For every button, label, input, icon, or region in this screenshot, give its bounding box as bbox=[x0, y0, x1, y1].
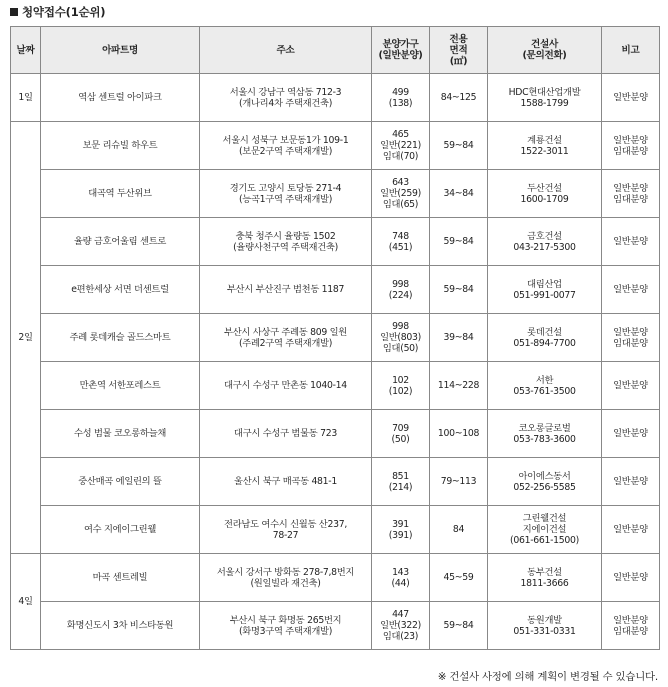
cell-apt: 만촌역 서한포레스트 bbox=[41, 362, 200, 410]
table-row bbox=[11, 74, 660, 122]
table-row bbox=[11, 554, 660, 602]
square-bullet-icon bbox=[10, 8, 18, 16]
cell-apt: 대곡역 두산위브 bbox=[41, 170, 200, 218]
cell-addr: 서울시 강남구 역삼동 712-3 (개나리4차 주택재건축) bbox=[200, 74, 372, 122]
cell-units: 998 일반(803) 임대(50) bbox=[372, 314, 430, 362]
cell-addr: 울산시 북구 매곡동 481-1 bbox=[200, 458, 372, 506]
table-row bbox=[11, 602, 660, 650]
cell-date: 2일 bbox=[11, 122, 41, 554]
table-row bbox=[11, 314, 660, 362]
cell-apt: 여수 지에이그린웰 bbox=[41, 506, 200, 554]
cell-area: 59~84 bbox=[430, 266, 488, 314]
cell-builder: 두산건설 1600-1709 bbox=[488, 170, 602, 218]
header-date: 날짜 bbox=[11, 27, 41, 74]
cell-note: 일반분양 bbox=[602, 410, 660, 458]
cell-note: 일반분양 임대분양 bbox=[602, 602, 660, 650]
table-row bbox=[11, 506, 660, 554]
cell-builder: 동부건설 1811-3666 bbox=[488, 554, 602, 602]
cell-builder: 대림산업 051-991-0077 bbox=[488, 266, 602, 314]
header-addr: 주소 bbox=[200, 27, 372, 74]
cell-builder: 코오롱글로벌 053-783-3600 bbox=[488, 410, 602, 458]
header-note: 비고 bbox=[602, 27, 660, 74]
cell-area: 79~113 bbox=[430, 458, 488, 506]
cell-units: 391 (391) bbox=[372, 506, 430, 554]
header-area: 전용 면적 (㎡) bbox=[430, 27, 488, 74]
cell-area: 39~84 bbox=[430, 314, 488, 362]
cell-apt: 주례 롯데캐슬 골드스마트 bbox=[41, 314, 200, 362]
cell-units: 643 일반(259) 임대(65) bbox=[372, 170, 430, 218]
cell-units: 465 일반(221) 임대(70) bbox=[372, 122, 430, 170]
table-row bbox=[11, 122, 660, 170]
cell-date: 4일 bbox=[11, 554, 41, 650]
cell-apt: e편한세상 서면 더센트럴 bbox=[41, 266, 200, 314]
cell-note: 일반분양 bbox=[602, 554, 660, 602]
cell-units: 709 (50) bbox=[372, 410, 430, 458]
cell-addr: 서울시 강서구 방화동 278-7,8번지 (원일빌라 재건축) bbox=[200, 554, 372, 602]
cell-builder: 아이에스동서 052-256-5585 bbox=[488, 458, 602, 506]
cell-note: 일반분양 임대분양 bbox=[602, 314, 660, 362]
cell-note: 일반분양 bbox=[602, 218, 660, 266]
cell-apt: 보문 리슈빌 하우트 bbox=[41, 122, 200, 170]
cell-addr: 부산시 사상구 주례동 809 일원 (주례2구역 주택재개발) bbox=[200, 314, 372, 362]
cell-apt: 중산매곡 에일린의 뜰 bbox=[41, 458, 200, 506]
cell-builder: 그린웰건설 지에이건설 (061-661-1500) bbox=[488, 506, 602, 554]
table-row bbox=[11, 410, 660, 458]
subscription-table bbox=[10, 26, 660, 650]
cell-area: 84 bbox=[430, 506, 488, 554]
page-title-text: 청약접수(1순위) bbox=[22, 5, 106, 19]
table-header-row bbox=[11, 27, 660, 74]
cell-area: 59~84 bbox=[430, 218, 488, 266]
table-row bbox=[11, 266, 660, 314]
cell-note: 일반분양 bbox=[602, 458, 660, 506]
cell-apt: 수성 범물 코오롱하늘채 bbox=[41, 410, 200, 458]
cell-units: 143 (44) bbox=[372, 554, 430, 602]
cell-note: 일반분양 bbox=[602, 74, 660, 122]
cell-apt: 마곡 센트레빌 bbox=[41, 554, 200, 602]
cell-area: 59~84 bbox=[430, 122, 488, 170]
cell-area: 114~228 bbox=[430, 362, 488, 410]
cell-builder: 계룡건설 1522-3011 bbox=[488, 122, 602, 170]
cell-area: 45~59 bbox=[430, 554, 488, 602]
cell-addr: 대구시 수성구 범물동 723 bbox=[200, 410, 372, 458]
page-title bbox=[10, 4, 105, 20]
cell-note: 일반분양 bbox=[602, 266, 660, 314]
cell-units: 499 (138) bbox=[372, 74, 430, 122]
cell-note: 일반분양 임대분양 bbox=[602, 122, 660, 170]
cell-apt: 역삼 센트럴 아이파크 bbox=[41, 74, 200, 122]
cell-note: 일반분양 임대분양 bbox=[602, 170, 660, 218]
table-row bbox=[11, 170, 660, 218]
cell-addr: 충북 청주시 율량동 1502 (율량사천구역 주택재건축) bbox=[200, 218, 372, 266]
cell-units: 447 일반(322) 임대(23) bbox=[372, 602, 430, 650]
cell-units: 748 (451) bbox=[372, 218, 430, 266]
cell-builder: 동원개발 051-331-0331 bbox=[488, 602, 602, 650]
table-row bbox=[11, 218, 660, 266]
cell-builder: 롯데건설 051-894-7700 bbox=[488, 314, 602, 362]
cell-area: 100~108 bbox=[430, 410, 488, 458]
cell-area: 34~84 bbox=[430, 170, 488, 218]
cell-note: 일반분양 bbox=[602, 506, 660, 554]
cell-units: 998 (224) bbox=[372, 266, 430, 314]
cell-area: 59~84 bbox=[430, 602, 488, 650]
cell-apt: 화명신도시 3차 비스타동원 bbox=[41, 602, 200, 650]
cell-builder: HDC현대산업개발 1588-1799 bbox=[488, 74, 602, 122]
cell-addr: 경기도 고양시 토당동 271-4 (능곡1구역 주택재개발) bbox=[200, 170, 372, 218]
cell-units: 851 (214) bbox=[372, 458, 430, 506]
header-builder: 건설사 (문의전화) bbox=[488, 27, 602, 74]
cell-note: 일반분양 bbox=[602, 362, 660, 410]
cell-addr: 부산시 부산진구 범천동 1187 bbox=[200, 266, 372, 314]
cell-builder: 서한 053-761-3500 bbox=[488, 362, 602, 410]
cell-builder: 금호건설 043-217-5300 bbox=[488, 218, 602, 266]
cell-date: 1일 bbox=[11, 74, 41, 122]
header-units: 분양가구 (일반분양) bbox=[372, 27, 430, 74]
cell-addr: 부산시 북구 화명동 265번지 (화명3구역 주택재개발) bbox=[200, 602, 372, 650]
table-row bbox=[11, 458, 660, 506]
header-apt: 아파트명 bbox=[41, 27, 200, 74]
cell-apt: 율량 금호어울림 센트로 bbox=[41, 218, 200, 266]
cell-area: 84~125 bbox=[430, 74, 488, 122]
cell-units: 102 (102) bbox=[372, 362, 430, 410]
table-row bbox=[11, 362, 660, 410]
footnote: ※ 건설사 사정에 의해 계획이 변경될 수 있습니다. bbox=[437, 671, 658, 683]
cell-addr: 대구시 수성구 만촌동 1040-14 bbox=[200, 362, 372, 410]
cell-addr: 서울시 성북구 보문동1가 109-1 (보문2구역 주택재개발) bbox=[200, 122, 372, 170]
cell-addr: 전라남도 여수시 신월동 산237, 78-27 bbox=[200, 506, 372, 554]
